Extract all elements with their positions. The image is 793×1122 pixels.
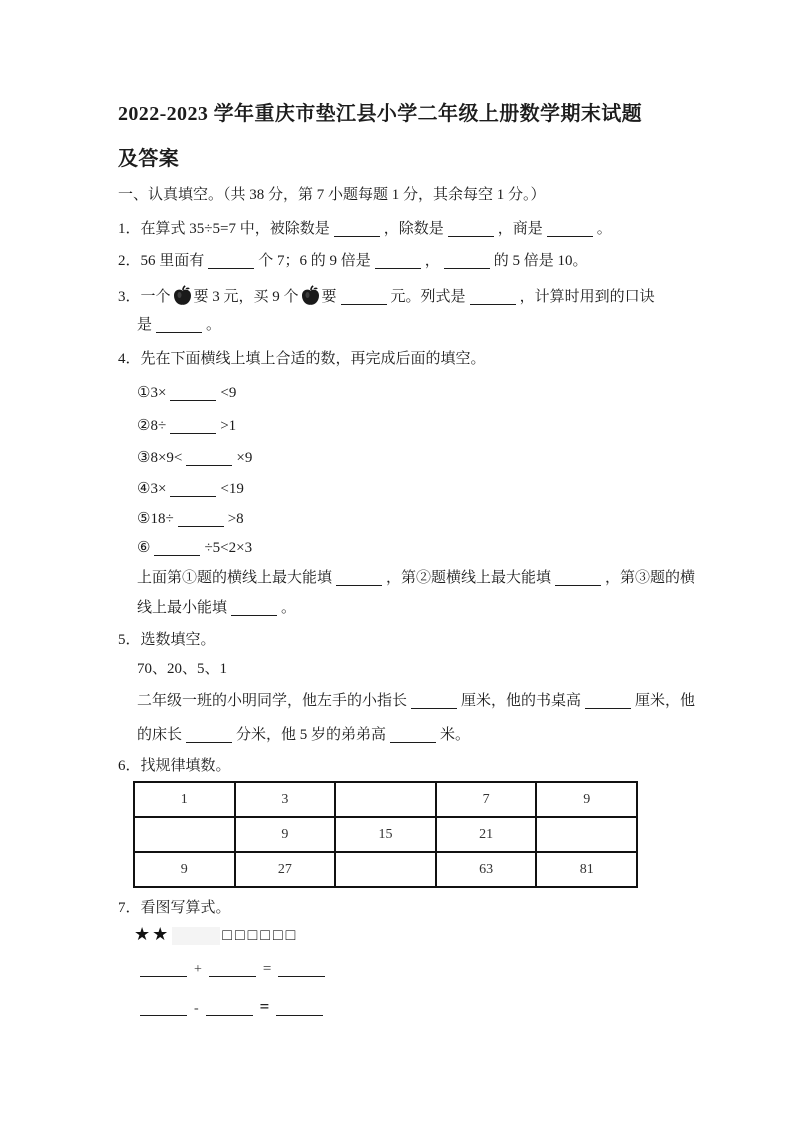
equals-sign: = <box>259 997 270 1016</box>
q1-text: ，商是 <box>497 221 543 237</box>
q3-text: 要 3 元，买 9 个 <box>193 289 299 305</box>
blank-line <box>140 962 187 977</box>
blank-line <box>341 290 387 305</box>
document-title-line1: 2022-2023 学年重庆市垫江县小学二年级上册数学期末试题 <box>118 103 643 125</box>
sub-item-2 <box>137 417 680 436</box>
sub-item-text: ÷5<2×3 <box>204 540 253 556</box>
number-pattern-table <box>133 781 638 888</box>
q3-text: 是 <box>137 317 153 333</box>
question-4-summary-line1 <box>137 569 696 588</box>
blank-line <box>336 571 382 586</box>
sub-item-text: <19 <box>220 481 244 497</box>
q4-summary-text: ，第③题的横 <box>605 570 696 586</box>
squares-icon: □□□□□□ <box>222 927 299 944</box>
blank-line <box>170 386 216 401</box>
question-4-summary-line2 <box>137 599 680 618</box>
document-content <box>118 0 696 1020</box>
table-cell: 81 <box>536 852 637 887</box>
equation-subtraction <box>138 996 680 1020</box>
q4-summary-text: 。 <box>281 600 297 616</box>
section-heading: 一、认真填空。（共 38 分，第 7 小题每题 1 分，其余每空 1 分。） <box>118 187 546 203</box>
table-cell <box>335 782 436 817</box>
q4-summary-text: 线上最小能填 <box>137 600 228 616</box>
blank-line <box>276 1001 323 1016</box>
table-cell <box>536 817 637 852</box>
blank-line <box>208 254 254 269</box>
sub-item-6 <box>137 539 680 558</box>
question-5-line2 <box>137 726 680 745</box>
blank-line <box>334 222 380 237</box>
table-cell: 9 <box>134 852 235 887</box>
table-cell <box>335 852 436 887</box>
q5-text: 米。 <box>440 727 471 743</box>
blank-line <box>186 451 232 466</box>
blank-line <box>156 318 202 333</box>
sub-item-3 <box>137 449 680 468</box>
blank-line <box>444 254 490 269</box>
sub-item-1 <box>137 384 680 403</box>
question-7-stem: 7．看图写算式。 <box>118 900 231 916</box>
blank-line <box>231 601 277 616</box>
document-title-line2: 及答案 <box>118 148 180 170</box>
blank-line <box>547 222 593 237</box>
blank-line <box>411 694 457 709</box>
apple-icon <box>173 285 192 306</box>
q5-text: 厘米，他 <box>635 693 696 709</box>
blank-line <box>555 571 601 586</box>
table-cell: 7 <box>436 782 537 817</box>
q5-text: 二年级一班的小明同学，他左手的小指长 <box>137 693 408 709</box>
q3-text: ，计算时用到的口诀 <box>519 289 655 305</box>
q5-text: 厘米，他的书桌高 <box>461 693 582 709</box>
apple-icon <box>301 285 320 306</box>
q1-text: 1．在算式 35÷5=7 中，被除数是 <box>118 221 330 237</box>
q3-text: 元。列式是 <box>390 289 466 305</box>
blank-line <box>585 694 631 709</box>
sub-item-text: ②8÷ <box>137 418 167 434</box>
blank-line <box>178 512 224 527</box>
blank-line <box>154 541 200 556</box>
table-cell: 15 <box>335 817 436 852</box>
sub-item-text: ③8×9< <box>137 450 183 466</box>
sub-item-text: ④3× <box>137 481 167 497</box>
sub-item-5 <box>137 510 680 529</box>
q1-text: 。 <box>596 221 612 237</box>
table-row <box>134 782 637 817</box>
table-cell: 3 <box>235 782 336 817</box>
sub-item-text: >8 <box>227 511 244 527</box>
q4-summary-text: 上面第①题的横线上最大能填 <box>137 570 333 586</box>
blank-line <box>278 962 325 977</box>
q4-summary-text: ，第②题横线上最大能填 <box>386 570 552 586</box>
sub-item-text: ①3× <box>137 385 167 401</box>
q1-text: ，除数是 <box>383 221 444 237</box>
minus-sign: - <box>194 1001 199 1016</box>
sub-item-4 <box>137 480 680 499</box>
sub-item-text: >1 <box>220 418 237 434</box>
q2-text: 的 5 倍是 10。 <box>493 253 588 269</box>
equals-sign: = <box>262 961 272 977</box>
question-4-stem: 4．先在下面横线上填上合适的数，再完成后面的填空。 <box>118 351 486 367</box>
blank-line <box>170 419 216 434</box>
sub-item-text: ×9 <box>236 450 253 466</box>
plus-sign: + <box>194 962 202 977</box>
q3-text: 3．一个 <box>118 289 171 305</box>
table-cell: 9 <box>235 817 336 852</box>
question-7-picture <box>134 921 680 947</box>
table-cell: 63 <box>436 852 537 887</box>
q5-text: 的床长 <box>137 727 183 743</box>
q3-text: 。 <box>206 317 222 333</box>
question-1 <box>118 220 680 239</box>
blank-line <box>209 962 256 977</box>
q5-text: 分米，他 5 岁的弟弟高 <box>236 727 387 743</box>
table-row <box>134 852 637 887</box>
q2-text: 个 7；6 的 9 倍是 <box>258 253 371 269</box>
table-cell: 27 <box>235 852 336 887</box>
blank-line <box>390 728 436 743</box>
table-cell: 9 <box>536 782 637 817</box>
q2-text: 2．56 里面有 <box>118 253 205 269</box>
q3-text: 要 <box>321 289 337 305</box>
blank-line <box>170 482 216 497</box>
question-5-line1 <box>137 692 696 711</box>
question-5-stem: 5．选数填空。 <box>118 632 216 648</box>
blank-line <box>375 254 421 269</box>
sub-item-text: ⑤18÷ <box>137 511 174 527</box>
table-cell: 21 <box>436 817 537 852</box>
question-3-line1 <box>118 285 680 307</box>
equation-addition <box>138 958 680 981</box>
blank-line <box>140 1001 187 1016</box>
blank-line <box>186 728 232 743</box>
picture-gap <box>172 927 220 945</box>
blank-line <box>470 290 516 305</box>
q2-text: ， <box>424 253 440 269</box>
blank-line <box>206 1001 253 1016</box>
sub-item-text: <9 <box>220 385 237 401</box>
stars-icon: ★★ <box>134 924 171 944</box>
table-cell: 1 <box>134 782 235 817</box>
table-cell <box>134 817 235 852</box>
question-3-line2 <box>137 316 680 335</box>
sub-item-text: ⑥ <box>137 540 151 556</box>
table-row <box>134 817 637 852</box>
question-5-numbers: 70、20、5、1 <box>137 661 228 677</box>
question-2 <box>118 252 680 271</box>
question-6-stem: 6．找规律填数。 <box>118 758 231 774</box>
blank-line <box>448 222 494 237</box>
